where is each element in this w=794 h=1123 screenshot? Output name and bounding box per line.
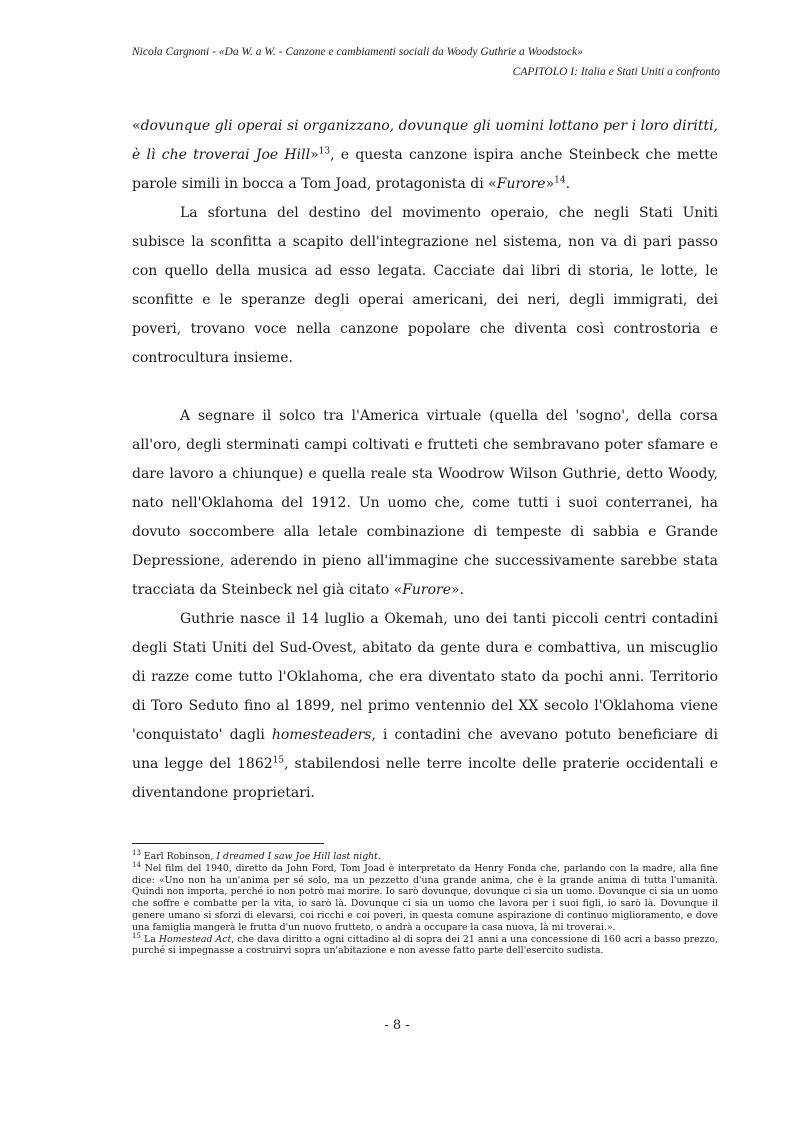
- title-furore: Furore: [402, 582, 452, 598]
- title-furore: Furore: [496, 176, 546, 192]
- footnote-13: [132, 848, 718, 863]
- footnote-15: [132, 931, 718, 958]
- paragraph-4: [132, 605, 718, 808]
- footnote-ref-15[interactable]: 15: [272, 755, 285, 766]
- quote-close: »: [310, 147, 319, 163]
- header-chapter: CAPITOLO I: Italia e Stati Uniti a confronto: [512, 66, 720, 78]
- footnote-14: [132, 860, 718, 934]
- footnote-number: 15: [132, 931, 141, 940]
- paragraph-1-text: , e questa canzone ispira anche Steinbeck che mette parole simili in bocca a Tom Joad, protagonista di «: [132, 147, 719, 192]
- footnote-text: La: [140, 933, 159, 945]
- footnote-text: .: [377, 851, 381, 862]
- header-author-title: Nicola Cargnoni - «Da W. a W. - Canzone e cambiamenti sociali da Woody Guthrie a Woodstock»: [132, 46, 583, 58]
- song-title: I dreamed I saw Joe Hill last night: [216, 851, 378, 862]
- footnote-text: Earl Robinson,: [140, 851, 217, 862]
- body-text: [132, 112, 718, 808]
- paragraph-4-text: , stabilendosi nelle terre incolte delle praterie occidentali e diventandone proprietari.: [132, 756, 718, 801]
- paragraph-1: [132, 112, 718, 199]
- paragraph-3-text: A segnare il solco tra l'America virtuale (quella del 'sogno', della corsa all'oro, degli sterminati campi coltivati e frutteti che sembravano poter sfamare e dare lavoro a chiunque) e quella reale sta Woodrow Wilson Guthrie, detto Woody, nato nell'Oklahoma del 1912. Un uomo che, come tutti i suoi conterranei, ha dovuto soccombere alla letale combinazione di tempeste di sabbia e Grande Depressione, aderendo in pieno all'immagine che successivamente sarebbe stata tracciata da Steinbeck nel già citato «: [132, 408, 718, 598]
- term-homesteaders: homesteaders: [271, 727, 372, 743]
- footnote-text: , che dava diritto a ogni cittadino al di sopra dei 21 anni a una concessione di 160 acri a basso prezzo, purché si impegnasse a costruirvi sopra un'abitazione e non avesse fatto parte dell'esercito sudista.: [132, 933, 718, 957]
- footnote-separator: [132, 843, 324, 844]
- running-header: [132, 46, 720, 78]
- page-number: - 8 -: [384, 1018, 410, 1033]
- footnote-ref-13[interactable]: 13: [318, 146, 331, 157]
- footnotes: [132, 848, 718, 957]
- footnote-number: 14: [132, 860, 141, 869]
- quote-joe-hill: dovunque gli operai si organizzano, dovunque gli uomini lottano per i loro diritti, è lì che troverai Joe Hill: [132, 118, 718, 163]
- paragraph-2: La sfortuna del destino del movimento operaio, che negli Stati Uniti subisce la sconfitta a scapito dell'integrazione nel sistema, non va di pari passo con quello della musica ad esso legata. Cacciate dai libri di storia, le lotte, le sconfitte e le speranze degli operai americani, dei neri, degli immigrati, dei poveri, trovano voce nella canzone popolare che diventa così controstoria e controcultura insieme.: [132, 205, 718, 366]
- footnote-number: 13: [132, 848, 141, 857]
- paragraph-4-text: Guthrie nasce il 14 luglio a Okemah, uno dei tanti piccoli centri contadini degli Stati Uniti del Sud-Ovest, abitato da gente dura e combattiva, un miscuglio di razze come tutto l'Oklahoma, che era diventato stato da pochi anni. Territorio di Toro Seduto fino al 1899, nel primo ventennio del XX secolo l'Oklahoma viene 'conquistato' dagli: [132, 611, 718, 743]
- paragraph-4-text: , i contadini che avevano potuto beneficiare di una legge del 1862: [132, 727, 718, 772]
- quote-close: »: [545, 176, 555, 192]
- period: .: [565, 176, 571, 192]
- quote-close: ».: [451, 582, 465, 598]
- law-title: Homestead Act: [158, 933, 232, 945]
- footnote-ref-14[interactable]: 14: [554, 175, 566, 186]
- paragraph-gap: [132, 373, 718, 402]
- quote-open: «: [132, 118, 141, 134]
- paragraph-3: [132, 402, 718, 605]
- footnote-text: Nel film del 1940, diretto da John Ford, Tom Joad è interpretato da Henry Fonda che, parlando con la madre, alla fine dice: «Uno non ha un'anima per sé solo, ma un pezzetto d'una grande anima, che è la grande anima di tutta l'umanità. Quindi non importa, perché io non potrò mai morire. Io sarò dovunque, dovunque ci sia un uomo. Dovunque ci sia un uomo che soffre e combatte per la vita, io sarò là. Dovunque ci sia un uomo che lavora per i suoi figli, io sarò là. Dovunque il genere umano si sforzi di elevarsi, coi ricchi e coi poveri, in questa comune aspirazione di continuo miglioramento, e dove una famiglia mangerà le frutta d'un nuovo frutteto, o andrà a occupare la casa nuova, là mi troverai.».: [132, 862, 718, 933]
